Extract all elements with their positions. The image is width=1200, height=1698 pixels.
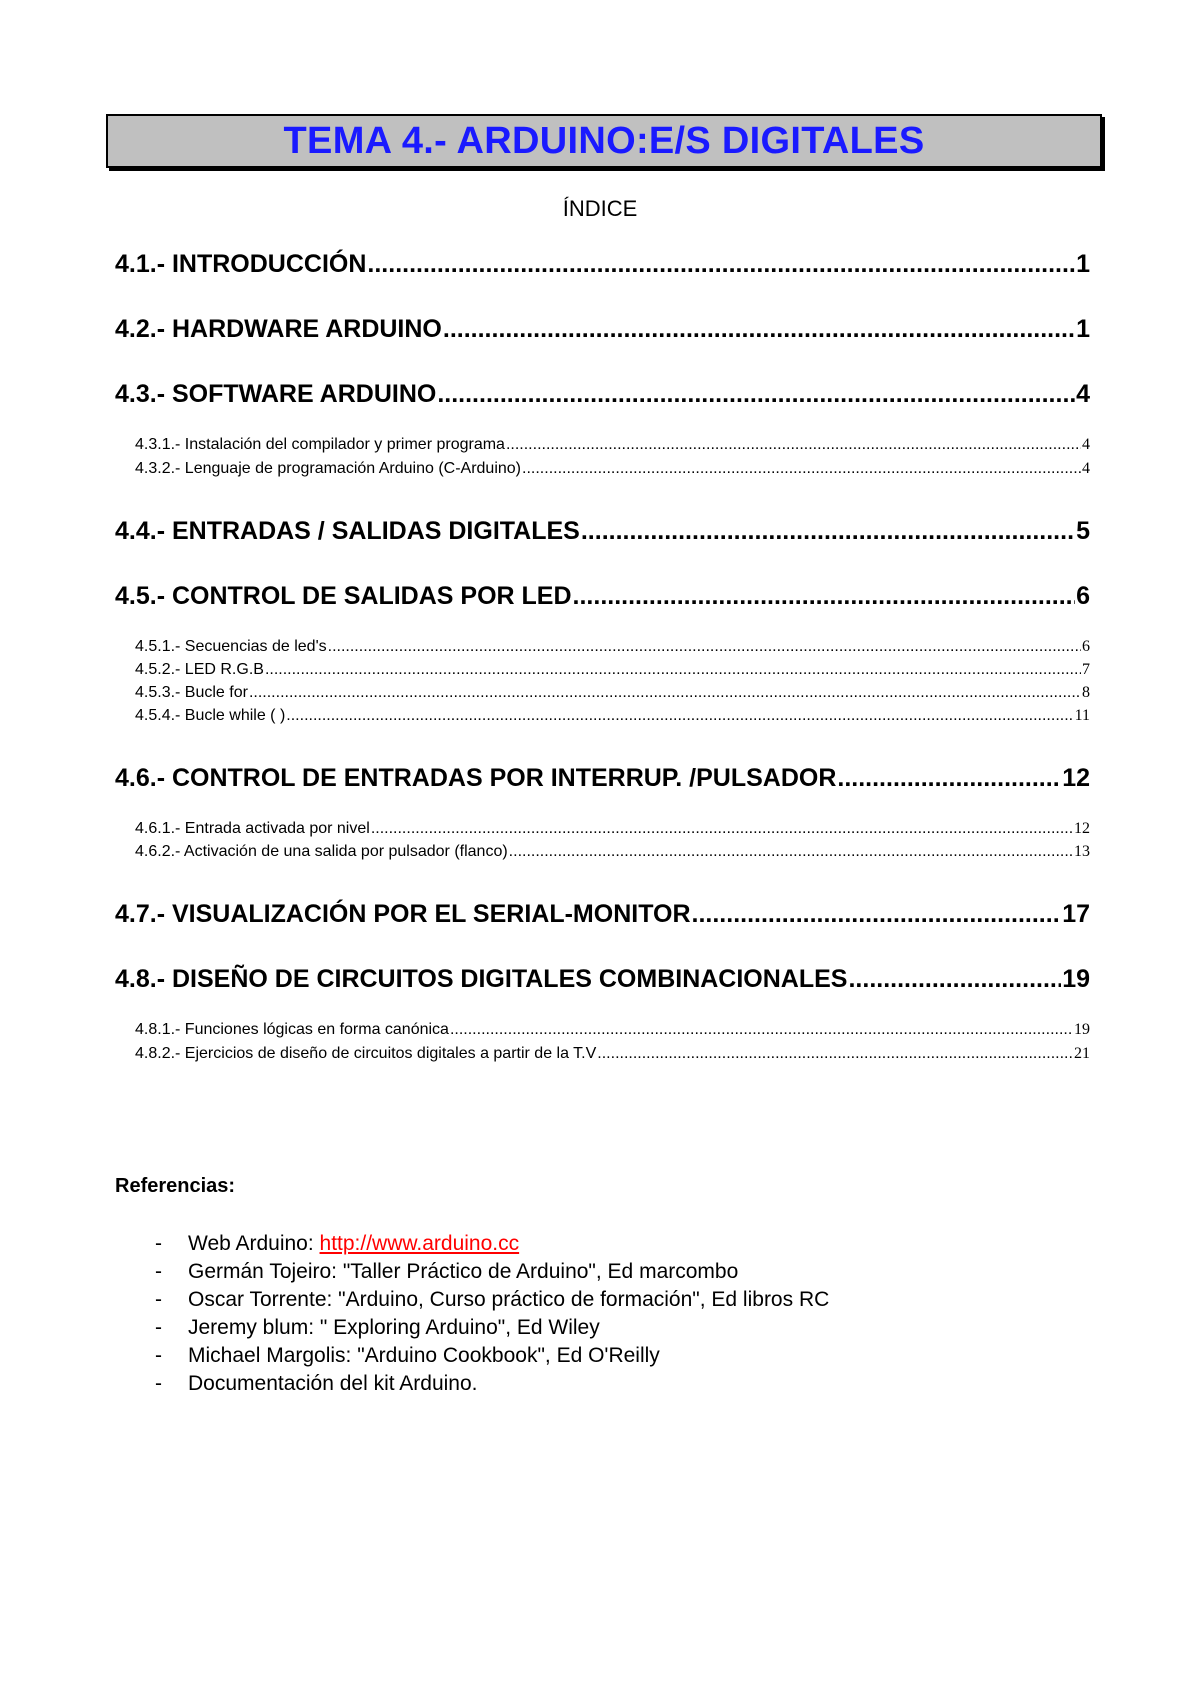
- toc-entry-4-5[interactable]: [115, 582, 1090, 611]
- toc-entry-page: 13: [1074, 843, 1090, 860]
- toc-entry-title: 4.8.- DISEÑO DE CIRCUITOS DIGITALES COMBINACIONALES: [115, 965, 848, 993]
- toc-entry-title: 4.6.- CONTROL DE ENTRADAS POR INTERRUP. /PULSADOR: [115, 764, 837, 792]
- reference-item: [155, 1342, 1055, 1370]
- toc-entry-title: 4.5.- CONTROL DE SALIDAS POR LED: [115, 582, 572, 610]
- reference-text: Oscar Torrente: "Arduino, Curso práctico de formación", Ed libros RC: [188, 1288, 830, 1311]
- toc-leader: [597, 1045, 1073, 1063]
- toc-entry-title: 4.3.2.- Lenguaje de programación Arduino (C-Arduino): [135, 460, 522, 477]
- toc-entry-page: 1: [1076, 315, 1090, 343]
- toc-leader: [581, 517, 1075, 546]
- toc-entry-title: 4.5.1.- Secuencias de led's: [135, 638, 327, 655]
- toc-leader: [328, 638, 1081, 656]
- reference-item: [155, 1314, 1055, 1342]
- toc-entry-page: 19: [1074, 1021, 1090, 1038]
- toc-leader: [522, 460, 1081, 478]
- toc-leader: [692, 900, 1062, 929]
- toc-entry-page: 12: [1074, 820, 1090, 837]
- toc-entry-4-5-2[interactable]: [135, 661, 1090, 679]
- toc-entry-page: 11: [1074, 707, 1090, 724]
- references-heading: Referencias:: [115, 1175, 236, 1197]
- toc-entry-title: 4.7.- VISUALIZACIÓN POR EL SERIAL-MONITOR: [115, 900, 691, 928]
- toc-entry-4-3-2[interactable]: [135, 460, 1090, 478]
- arduino-link[interactable]: http://www.arduino.cc: [319, 1232, 520, 1255]
- toc-entry-page: 5: [1076, 517, 1090, 545]
- toc-entry-page: 8: [1082, 684, 1090, 701]
- toc-leader: [573, 582, 1076, 611]
- toc-entry-page: 6: [1082, 638, 1090, 655]
- toc-entry-4-6[interactable]: [115, 764, 1090, 793]
- toc-entry-4-8-1[interactable]: [135, 1021, 1090, 1039]
- toc-entry-page: 1: [1076, 250, 1090, 278]
- toc-entry-4-2[interactable]: [115, 315, 1090, 344]
- toc-entry-title: 4.4.- ENTRADAS / SALIDAS DIGITALES: [115, 517, 580, 545]
- toc-entry-4-8[interactable]: [115, 965, 1090, 994]
- toc-entry-page: 12: [1062, 764, 1090, 792]
- toc-leader: [450, 1021, 1073, 1039]
- toc-entry-title: 4.5.3.- Bucle for: [135, 684, 248, 701]
- toc-entry-4-1[interactable]: [115, 250, 1090, 279]
- reference-text: [188, 1230, 519, 1258]
- toc-leader: [249, 684, 1081, 702]
- toc-entry-title: 4.6.1.- Entrada activada por nivel: [135, 820, 370, 837]
- list-bullet: -: [155, 1372, 162, 1395]
- references-list: [155, 1230, 1055, 1398]
- toc-entry-title: 4.8.1.- Funciones lógicas en forma canónica: [135, 1021, 449, 1038]
- toc-entry-4-5-3[interactable]: [135, 684, 1090, 702]
- toc-entry-page: 19: [1062, 965, 1090, 993]
- toc-entry-title: 4.8.2.- Ejercicios de diseño de circuitos digitales a partir de la T.V: [135, 1045, 597, 1062]
- reference-item: [155, 1370, 1055, 1398]
- toc-leader: [848, 965, 1061, 994]
- toc-leader: [506, 436, 1081, 454]
- toc-entry-title: 4.1.- INTRODUCCIÓN: [115, 250, 367, 278]
- toc-entry-page: 6: [1076, 582, 1090, 610]
- toc-leader: [265, 661, 1081, 679]
- toc-entry-page: 7: [1082, 661, 1090, 678]
- reference-label: Web Arduino:: [188, 1232, 320, 1255]
- page-title: TEMA 4.- ARDUINO:E/S DIGITALES: [283, 119, 925, 162]
- list-bullet: -: [155, 1232, 162, 1255]
- list-bullet: -: [155, 1288, 162, 1311]
- toc-entry-title: 4.3.1.- Instalación del compilador y primer programa: [135, 436, 505, 453]
- toc-entry-4-4[interactable]: [115, 517, 1090, 546]
- toc-entry-title: 4.3.- SOFTWARE ARDUINO: [115, 380, 437, 408]
- toc-leader: [443, 315, 1075, 344]
- reference-text: Michael Margolis: "Arduino Cookbook", Ed O'Reilly: [188, 1344, 660, 1367]
- toc-leader: [286, 707, 1073, 725]
- toc-entry-4-3[interactable]: [115, 380, 1090, 409]
- list-bullet: -: [155, 1344, 162, 1367]
- toc-entry-title: 4.2.- HARDWARE ARDUINO: [115, 315, 442, 343]
- toc-entry-title: 4.5.4.- Bucle while ( ): [135, 707, 286, 724]
- toc-entry-4-5-4[interactable]: [135, 707, 1090, 725]
- toc-leader: [509, 843, 1073, 861]
- reference-text: Germán Tojeiro: "Taller Práctico de Arduino", Ed marcombo: [188, 1260, 739, 1283]
- index-heading: ÍNDICE: [562, 196, 638, 221]
- toc-leader: [371, 820, 1073, 838]
- toc-entry-4-5-1[interactable]: [135, 638, 1090, 656]
- toc-entry-4-6-2[interactable]: [135, 843, 1090, 861]
- toc-entry-4-3-1[interactable]: [135, 436, 1090, 454]
- toc-leader: [437, 380, 1075, 409]
- reference-text: Jeremy blum: " Exploring Arduino", Ed Wiley: [188, 1316, 600, 1339]
- toc-leader: [837, 764, 1061, 793]
- toc-entry-page: 21: [1074, 1045, 1090, 1062]
- reference-item: [155, 1230, 1055, 1258]
- toc-entry-title: 4.6.2.- Activación de una salida por pulsador (flanco): [135, 843, 508, 860]
- toc-entry-page: 4: [1082, 460, 1090, 477]
- reference-item: [155, 1286, 1055, 1314]
- list-bullet: -: [155, 1316, 162, 1339]
- toc-entry-4-6-1[interactable]: [135, 820, 1090, 838]
- toc-entry-page: 17: [1062, 900, 1090, 928]
- toc-entry-title: 4.5.2.- LED R.G.B: [135, 661, 264, 678]
- toc-entry-4-8-2[interactable]: [135, 1045, 1090, 1063]
- toc-entry-page: 4: [1082, 436, 1090, 453]
- toc-entry-page: 4: [1076, 380, 1090, 408]
- toc-leader: [367, 250, 1075, 279]
- list-bullet: -: [155, 1260, 162, 1283]
- reference-text: Documentación del kit Arduino.: [188, 1372, 478, 1395]
- reference-item: [155, 1258, 1055, 1286]
- toc-entry-4-7[interactable]: [115, 900, 1090, 929]
- title-box: [106, 114, 1102, 168]
